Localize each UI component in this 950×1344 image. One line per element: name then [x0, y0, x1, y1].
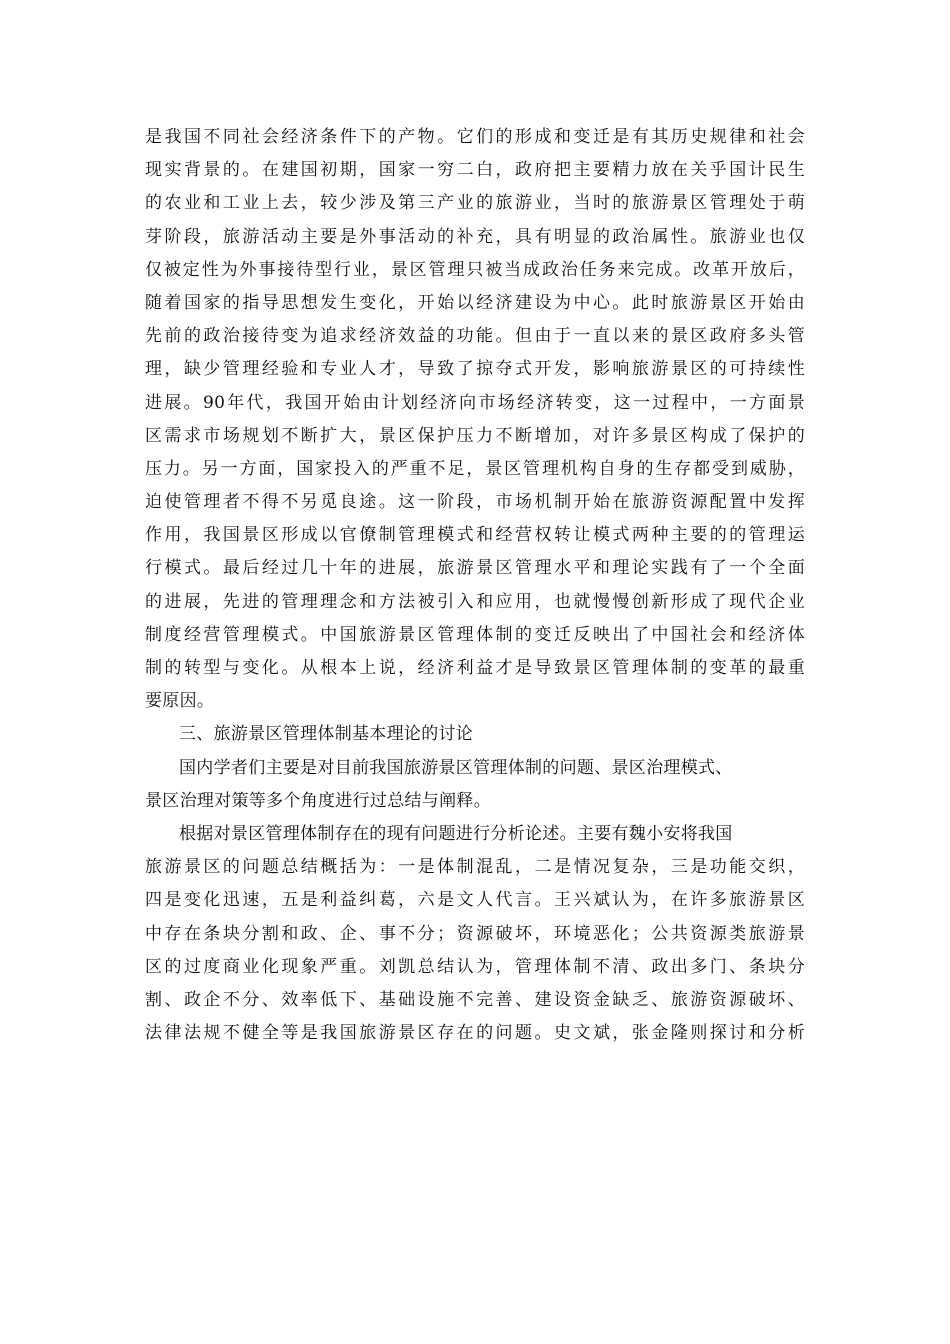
- text-line: 国内学者们主要是对目前我国旅游景区管理体制的问题、景区治理模式、: [179, 757, 733, 778]
- text-line: 要原因。: [145, 691, 215, 712]
- text-line: 进展。90年代，我国开始由计划经济向市场经济转变，这一过程中，一方面景: [145, 392, 805, 413]
- text-line: 割、政企不分、效率低下、基础设施不完善、建设资金缺乏、旅游资源破坏、: [145, 989, 805, 1010]
- text-line: 的农业和工业上去，较少涉及第三产业的旅游业，当时的旅游景区管理处于萌: [145, 193, 805, 214]
- text-line: 压力。另一方面，国家投入的严重不足，景区管理机构自身的生存都受到威胁，: [145, 458, 805, 479]
- text-line: 区的过度商业化现象严重。刘凯总结认为，管理体制不清、政出多门、条块分: [145, 956, 805, 977]
- text-line: 芽阶段，旅游活动主要是外事活动的补充，具有明显的政治属性。旅游业也仅: [145, 226, 805, 247]
- text-line: 制的转型与变化。从根本上说，经济利益才是导致景区管理体制的变革的最重: [145, 658, 805, 678]
- body-text: [145, 121, 805, 1050]
- text-line: 旅游景区的问题总结概括为：一是体制混乱，二是情况复杂，三是功能交织，: [145, 857, 805, 878]
- text-line: 仅被定性为外事接待型行业，景区管理只被当成政治任务来完成。改革开放后，: [145, 259, 805, 280]
- text-line: 根据对景区管理体制存在的现有问题进行分析论述。主要有魏小安将我国: [179, 823, 733, 844]
- text-line: 是我国不同社会经济条件下的产物。它们的形成和变迁是有其历史规律和社会: [145, 127, 805, 147]
- text-line: 随着国家的指导思想发生变化，开始以经济建设为中心。此时旅游景区开始由: [145, 292, 805, 313]
- text-line: 区需求市场规划不断扩大，景区保护压力不断增加，对许多景区构成了保护的: [145, 425, 805, 446]
- text-line: 中存在条块分割和政、企、事不分；资源破坏，环境恶化；公共资源类旅游景: [145, 923, 805, 944]
- text-line: 理，缺少管理经验和专业人才，导致了掠夺式开发，影响旅游景区的可持续性: [145, 359, 805, 380]
- text-line: 景区治理对策等多个角度进行过总结与阐释。: [145, 790, 491, 811]
- text-line: 行模式。最后经过几十年的进展，旅游景区管理水平和理论实践有了一个全面: [145, 558, 805, 579]
- text-line: 现实背景的。在建国初期，国家一穷二白，政府把主要精力放在关乎国计民生: [145, 160, 805, 181]
- text-line: 四是变化迅速，五是利益纠葛，六是文人代言。王兴斌认为，在许多旅游景区: [145, 890, 805, 911]
- text-line: 法律法规不健全等是我国旅游景区存在的问题。史文斌，张金隆则探讨和分析: [145, 1023, 805, 1044]
- text-line: 制度经营管理模式。中国旅游景区管理体制的变迁反映出了中国社会和经济体: [145, 624, 805, 645]
- text-line: 作用，我国景区形成以官僚制管理模式和经营权转让模式两种主要的的管理运: [145, 525, 805, 546]
- text-line: 的进展，先进的管理理念和方法被引入和应用，也就慢慢创新形成了现代企业: [145, 591, 805, 612]
- text-line: 迫使管理者不得不另觅良途。这一阶段，市场机制开始在旅游资源配置中发挥: [145, 492, 805, 513]
- text-line: 三、旅游景区管理体制基本理论的讨论: [179, 724, 474, 745]
- text-line: 先前的政治接待变为追求经济效益的功能。但由于一直以来的景区政府多头管: [145, 326, 805, 347]
